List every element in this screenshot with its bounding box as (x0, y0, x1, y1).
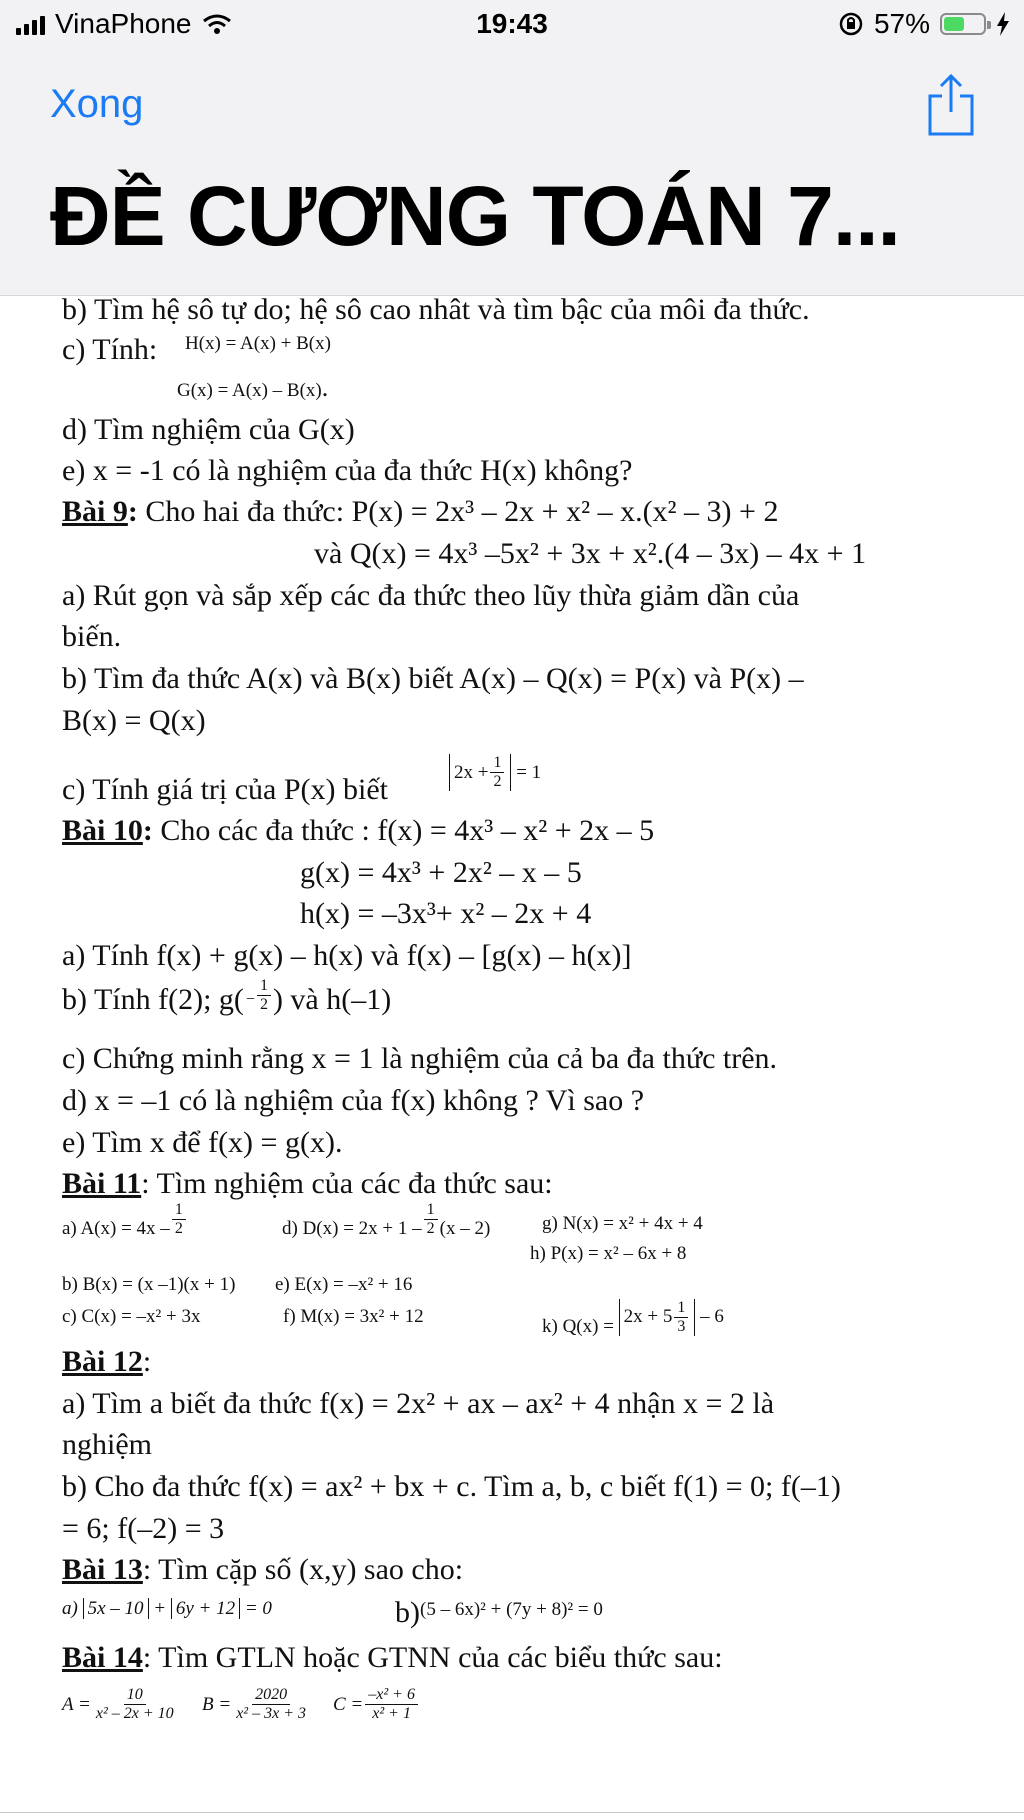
share-icon[interactable] (926, 72, 976, 138)
charging-icon (996, 12, 1010, 36)
bai-9-heading: Bài 9: Cho hai đa thức: P(x) = 2x³ – 2x + x² – x.(x² – 3) + 2 (62, 495, 779, 528)
eq-b: b) (5 – 6x)² + (7y + 8)² = 0 (395, 1596, 603, 1629)
orientation-lock-icon (838, 11, 864, 37)
document-page (0, 293, 1024, 1816)
battery-icon (940, 13, 986, 35)
poly-g: g) N(x) = x² + 4x + 4 (542, 1213, 703, 1234)
doc-line: b) Tính f(2); g( − $\frac{1}{2}$ ) và h(–1) (62, 976, 392, 1016)
bai-13-heading: Bài 13: Tìm cặp số (x,y) sao cho: (62, 1553, 464, 1586)
carrier-name: VinaPhone (55, 8, 192, 39)
formula-g: G(x) = A(x) – B(x). (177, 373, 329, 402)
doc-line: và Q(x) = 4x³ –5x² + 3x + x².(4 – 3x) – 4x + 1 (314, 537, 867, 570)
doc-line: h(x) = –3x³+ x² – 2x + 4 (300, 897, 592, 930)
poly-h: h) P(x) = x² – 6x + 8 (530, 1243, 687, 1264)
doc-line: a) Tìm a biết đa thức f(x) = 2x² + ax – ax² + 4 nhận x = 2 là (62, 1387, 775, 1420)
doc-line: d) x = –1 có là nghiệm của f(x) không ? Vì sao ? (62, 1084, 645, 1117)
page-divider (0, 1812, 1024, 1813)
poly-k: k) Q(x) = 2x + 5 $\frac{1}{3}$ – 6 (542, 1298, 724, 1337)
doc-line: a) Tính f(x) + g(x) – h(x) và f(x) – [g(x) – h(x)] (62, 939, 632, 972)
poly-c: c) C(x) = –x² + 3x (62, 1306, 201, 1327)
poly-d: d) D(x) = 2x + 1 – $\frac{1}{2}$ (x – 2) (282, 1200, 491, 1239)
doc-line: c) Chứng minh rằng x = 1 là nghiệm của cả ba đa thức trên. (62, 1042, 778, 1075)
bai-12-heading: Bài 12: (62, 1345, 152, 1378)
poly-e: e) E(x) = –x² + 16 (275, 1274, 413, 1295)
doc-line: biến. (62, 620, 122, 653)
doc-line: b) Tìm hệ sô tự do; hệ sô cao nhât và tìm bậc của môi đa thức. (62, 293, 810, 326)
doc-line: b) Cho đa thức f(x) = ax² + bx + c. Tìm a, b, c biết f(1) = 0; f(–1) (62, 1470, 841, 1503)
poly-f: f) M(x) = 3x² + 12 (283, 1306, 424, 1327)
battery-percent: 57% (873, 8, 930, 39)
bai-11-heading: Bài 11: Tìm nghiệm của các đa thức sau: (62, 1167, 553, 1200)
expr-a: A = $\frac{10}{\text{x² – 2x + 10}}$ (62, 1686, 174, 1722)
poly-a: a) A(x) = 4x – $\frac{1}{2}$ (62, 1218, 188, 1240)
doc-line: = 6; f(–2) = 3 (62, 1512, 225, 1545)
navigation-bar (0, 50, 1024, 296)
eq-a: a) 5x – 10 + 6y + 12 = 0 (62, 1598, 272, 1619)
formula-h: H(x) = A(x) + B(x) (185, 333, 331, 354)
bai-10-heading: Bài 10: Cho các đa thức : f(x) = 4x³ – x² + 2x – 5 (62, 814, 655, 847)
doc-line: b) Tìm đa thức A(x) và B(x) biết A(x) – Q(x) = P(x) và P(x) – (62, 662, 804, 695)
done-button[interactable]: Xong (50, 82, 144, 126)
doc-line: c) Tính: (62, 333, 158, 366)
doc-line: e) Tìm x để f(x) = g(x). (62, 1126, 343, 1159)
bai-14-heading: Bài 14: Tìm GTLN hoặc GTNN của các biểu thức sau: (62, 1641, 723, 1674)
doc-line: e) x = -1 có là nghiệm của đa thức H(x) không? (62, 454, 633, 487)
abs-formula: 2x + $\frac{1}{2}$ = 1 (449, 754, 541, 791)
doc-line: g(x) = 4x³ + 2x² – x – 5 (300, 856, 582, 889)
clock: 19:43 (476, 8, 548, 39)
doc-line: nghiệm (62, 1428, 152, 1461)
expr-c: C = $\frac{\text{–x² + 6}}{\text{x² + 1}}$ (333, 1686, 420, 1723)
expr-b: B = $\frac{2020}{\text{x² – 3x + 3}}$ (202, 1686, 306, 1722)
page-title: ĐỀ CƯƠNG TOÁN 7... (50, 169, 900, 263)
poly-b: b) B(x) = (x –1)(x + 1) (62, 1274, 236, 1295)
doc-line: c) Tính giá trị của P(x) biết (62, 773, 389, 806)
status-bar (0, 0, 1024, 50)
doc-line: d) Tìm nghiệm của G(x) (62, 413, 355, 446)
doc-line: a) Rút gọn và sắp xếp các đa thức theo lũy thừa giảm dần của (62, 579, 800, 612)
doc-line: B(x) = Q(x) (62, 704, 206, 737)
